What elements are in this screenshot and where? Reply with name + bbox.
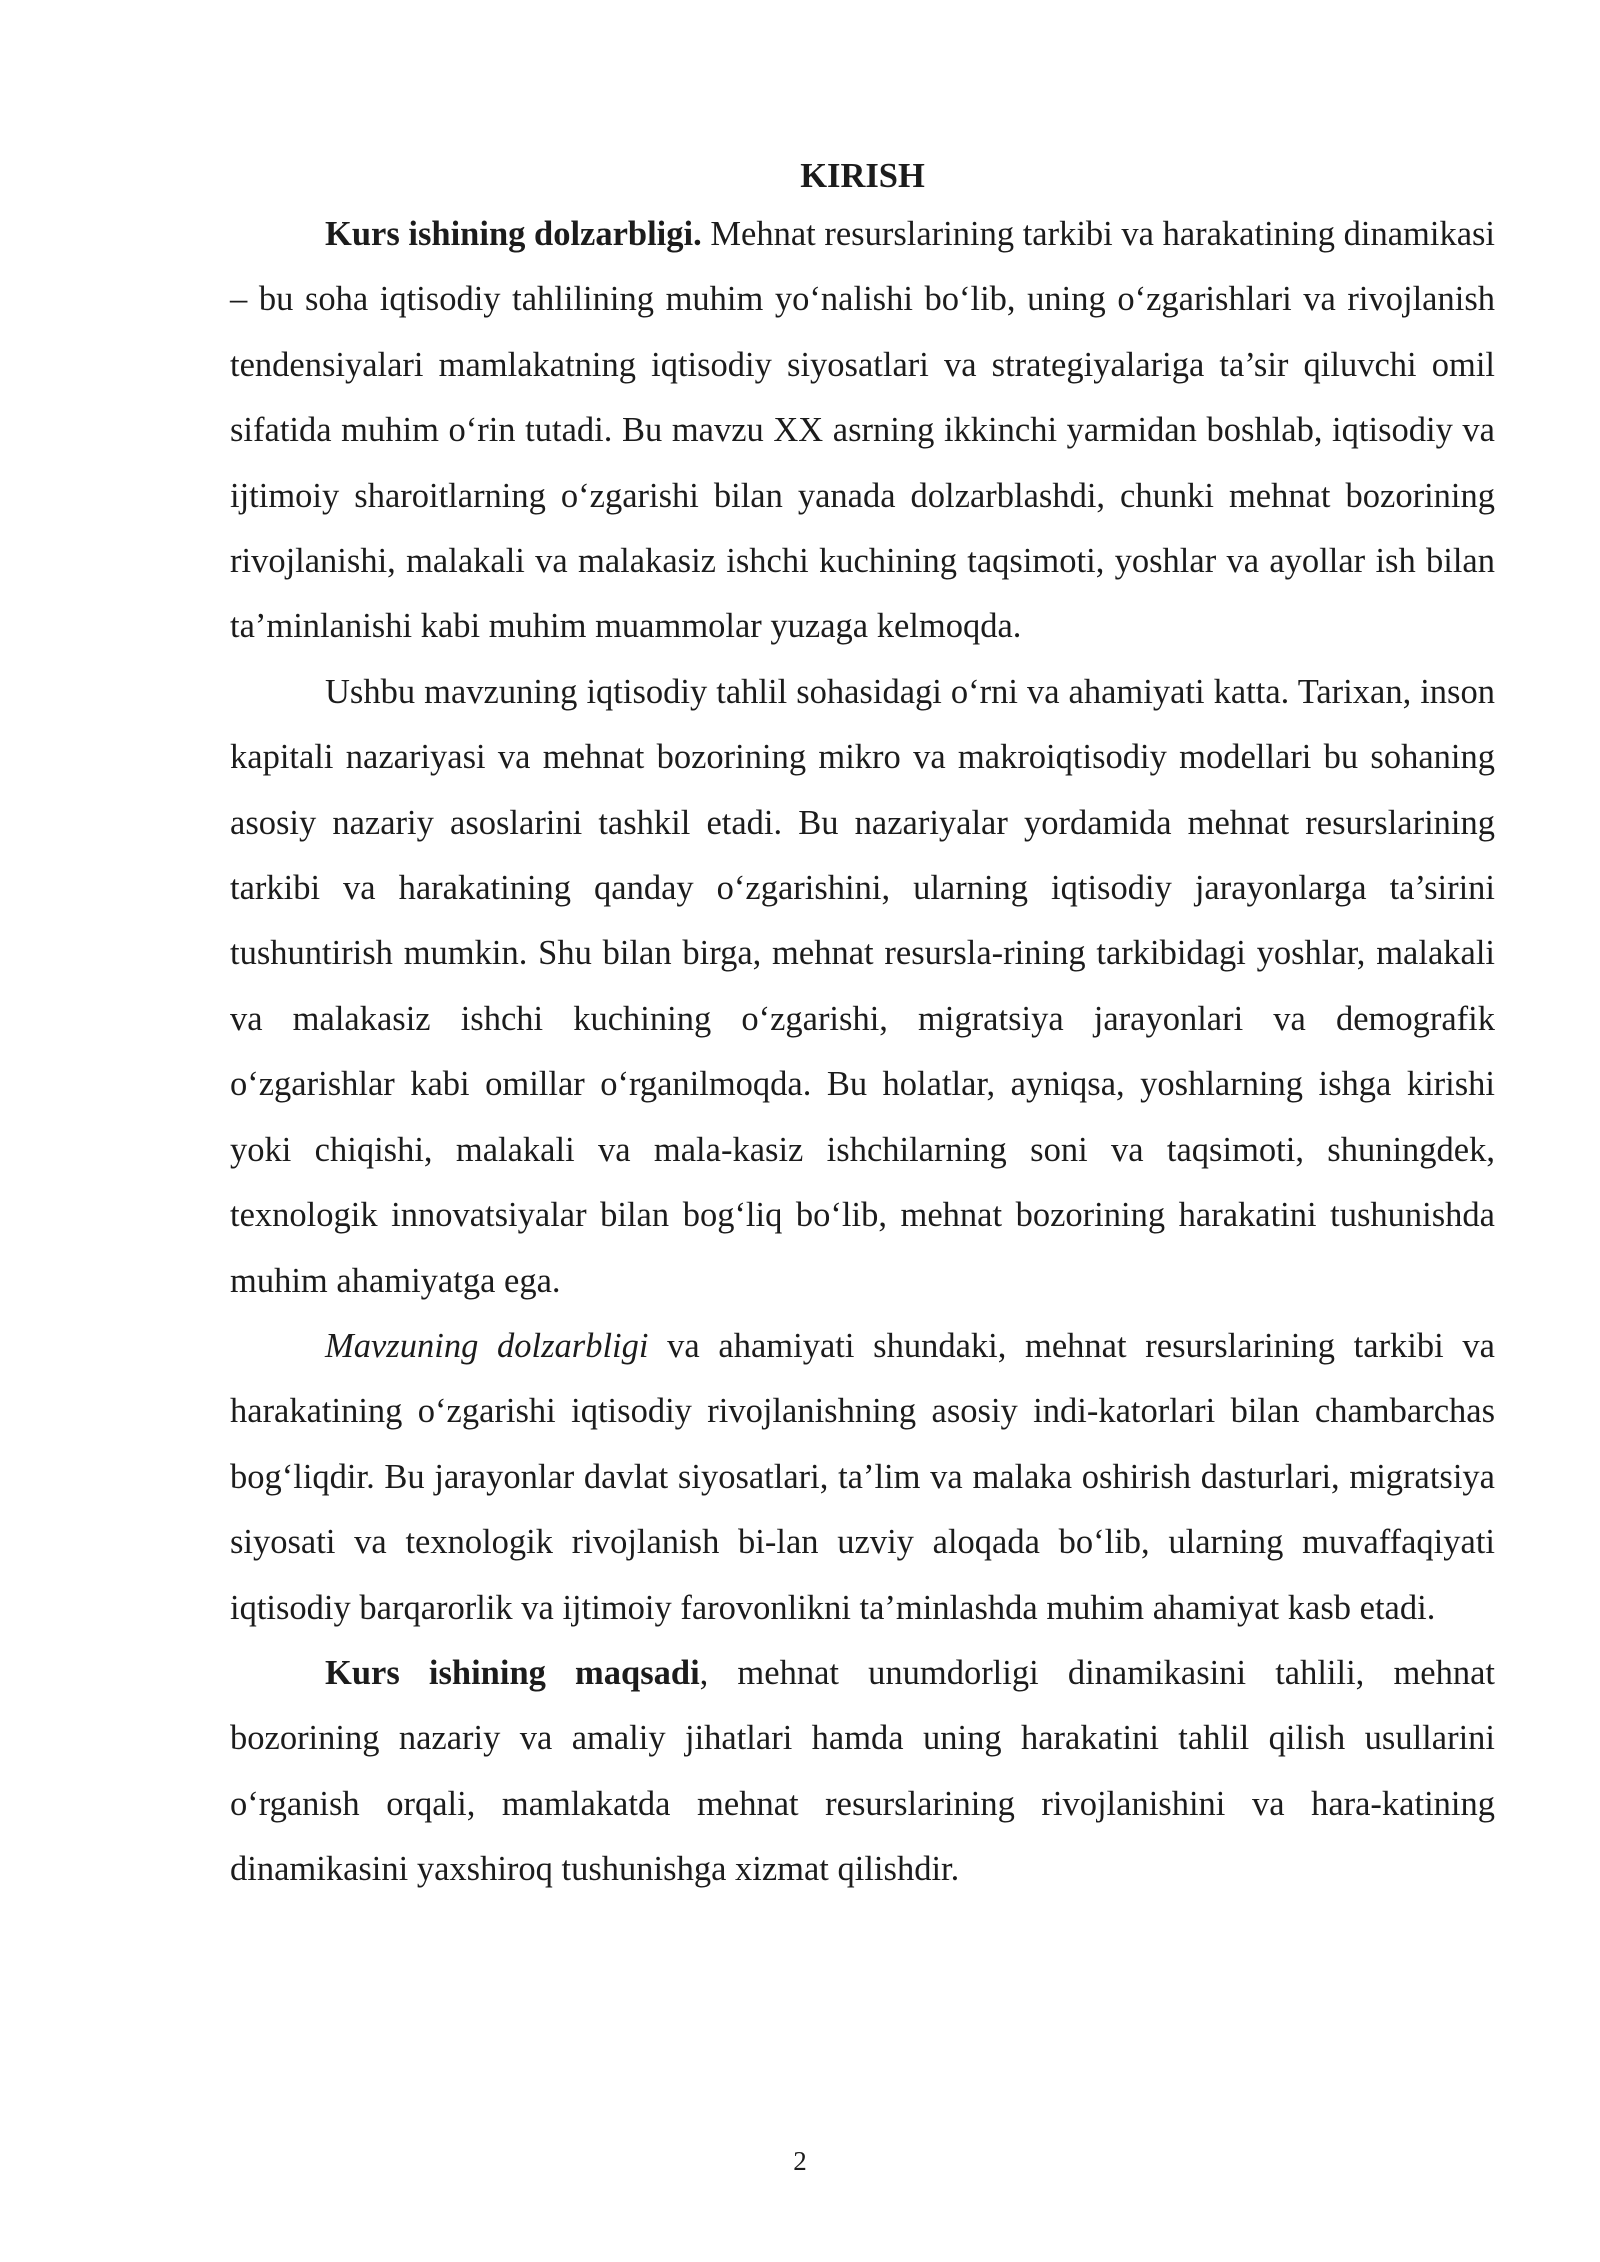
paragraph-topic-relevance <box>230 1314 1495 1641</box>
page-number: 2 <box>793 2146 807 2176</box>
section-heading: KIRISH <box>800 157 925 195</box>
paragraph-lead-italic: Mavzuning dolzarbligi <box>325 1326 649 1365</box>
paragraph-lead-bold: Kurs ishining maqsadi <box>325 1653 700 1692</box>
paragraph-goal <box>230 1641 1495 1903</box>
paragraph-lead-bold: Kurs ishining dolzarbligi. <box>325 215 702 253</box>
paragraph-text: va ahamiyati shundaki, mehnat resurslarining tarkibi va harakatining o‘zgarishi iqtisodiy rivojlanishning asosiy indi-katorlari bilan chambarchas bog‘liqdir. Bu jarayonlar davlat siyosatlari, ta’lim va malaka oshirish dasturlari, migratsiya siyosati va texnologik rivojlanish bi-lan uzviy aloqada bo‘lib, ularning muvaffaqiyati iqtisodiy barqarorlik va ijtimoiy farovonlikni ta’minlashda muhim ahamiyat kasb etadi. <box>230 1326 1495 1627</box>
document-page <box>230 150 1495 1903</box>
paragraph-text: Ushbu mavzuning iqtisodiy tahlil sohasidagi o‘rni va ahamiyati katta. Tarixan, inson kapitali nazariyasi va mehnat bozorining mikro va makroiqtisodiy modellari bu sohaning asosiy nazariy asoslarini tashkil etadi. Bu nazariyalar yordamida mehnat resurslarining tarkibi va harakatining qanday o‘zgarishini, ularning iqtisodiy jarayonlarga ta’sirini tushuntirish mumkin. Shu bilan birga, mehnat resursla-rining tarkibidagi yoshlar, malakali va malakasiz ishchi kuchining o‘zgarishi, migratsiya jarayonlari va demografik o‘zgarishlar kabi omillar o‘rganilmoqda. Bu holatlar, ayniqsa, yoshlarning ishga kirishi yoki chiqishi, malakali va mala-kasiz ishchilarning soni va taqsimoti, shuningdek, texnologik innovatsiyalar bilan bog‘liq bo‘lib, mehnat bozorining harakatini tushunishda muhim ahamiyatga ega. <box>230 672 1495 1300</box>
paragraph-text: Mehnat resurslarining tarkibi va harakatining dinamikasi – bu soha iqtisodiy tahlilining muhim yo‘nalishi bo‘lib, uning o‘zgarishlari va rivojlanish tendensiyalari mamlakatning iqtisodiy siyosatlari va strategiyalariga ta’sir qiluvchi omil sifatida muhim o‘rin tutadi. Bu mavzu XX asrning ikkinchi yarmidan boshlab, iqtisodiy va ijtimoiy sharoitlarning o‘zgarishi bilan yanada dolzarblashdi, chunki mehnat bozorining rivojlanishi, malakali va malakasiz ishchi kuchining taqsimoti, yoshlar va ayollar ish bilan ta’minlanishi kabi muhim muammolar yuzaga kelmoqda. <box>230 215 1496 646</box>
paragraph-relevance <box>230 202 1495 660</box>
paragraph-importance <box>230 660 1495 1314</box>
paragraph-text: , mehnat unumdorligi dinamikasini tahlili, mehnat bozorining nazariy va amaliy jihatlari hamda uning harakatini tahlil qilish usullarini o‘rganish orqali, mamlakatda mehnat resurslarining rivojlanishini va hara-katining dinamikasini yaxshiroq tushunishga xizmat qilishdir. <box>230 1653 1495 1889</box>
